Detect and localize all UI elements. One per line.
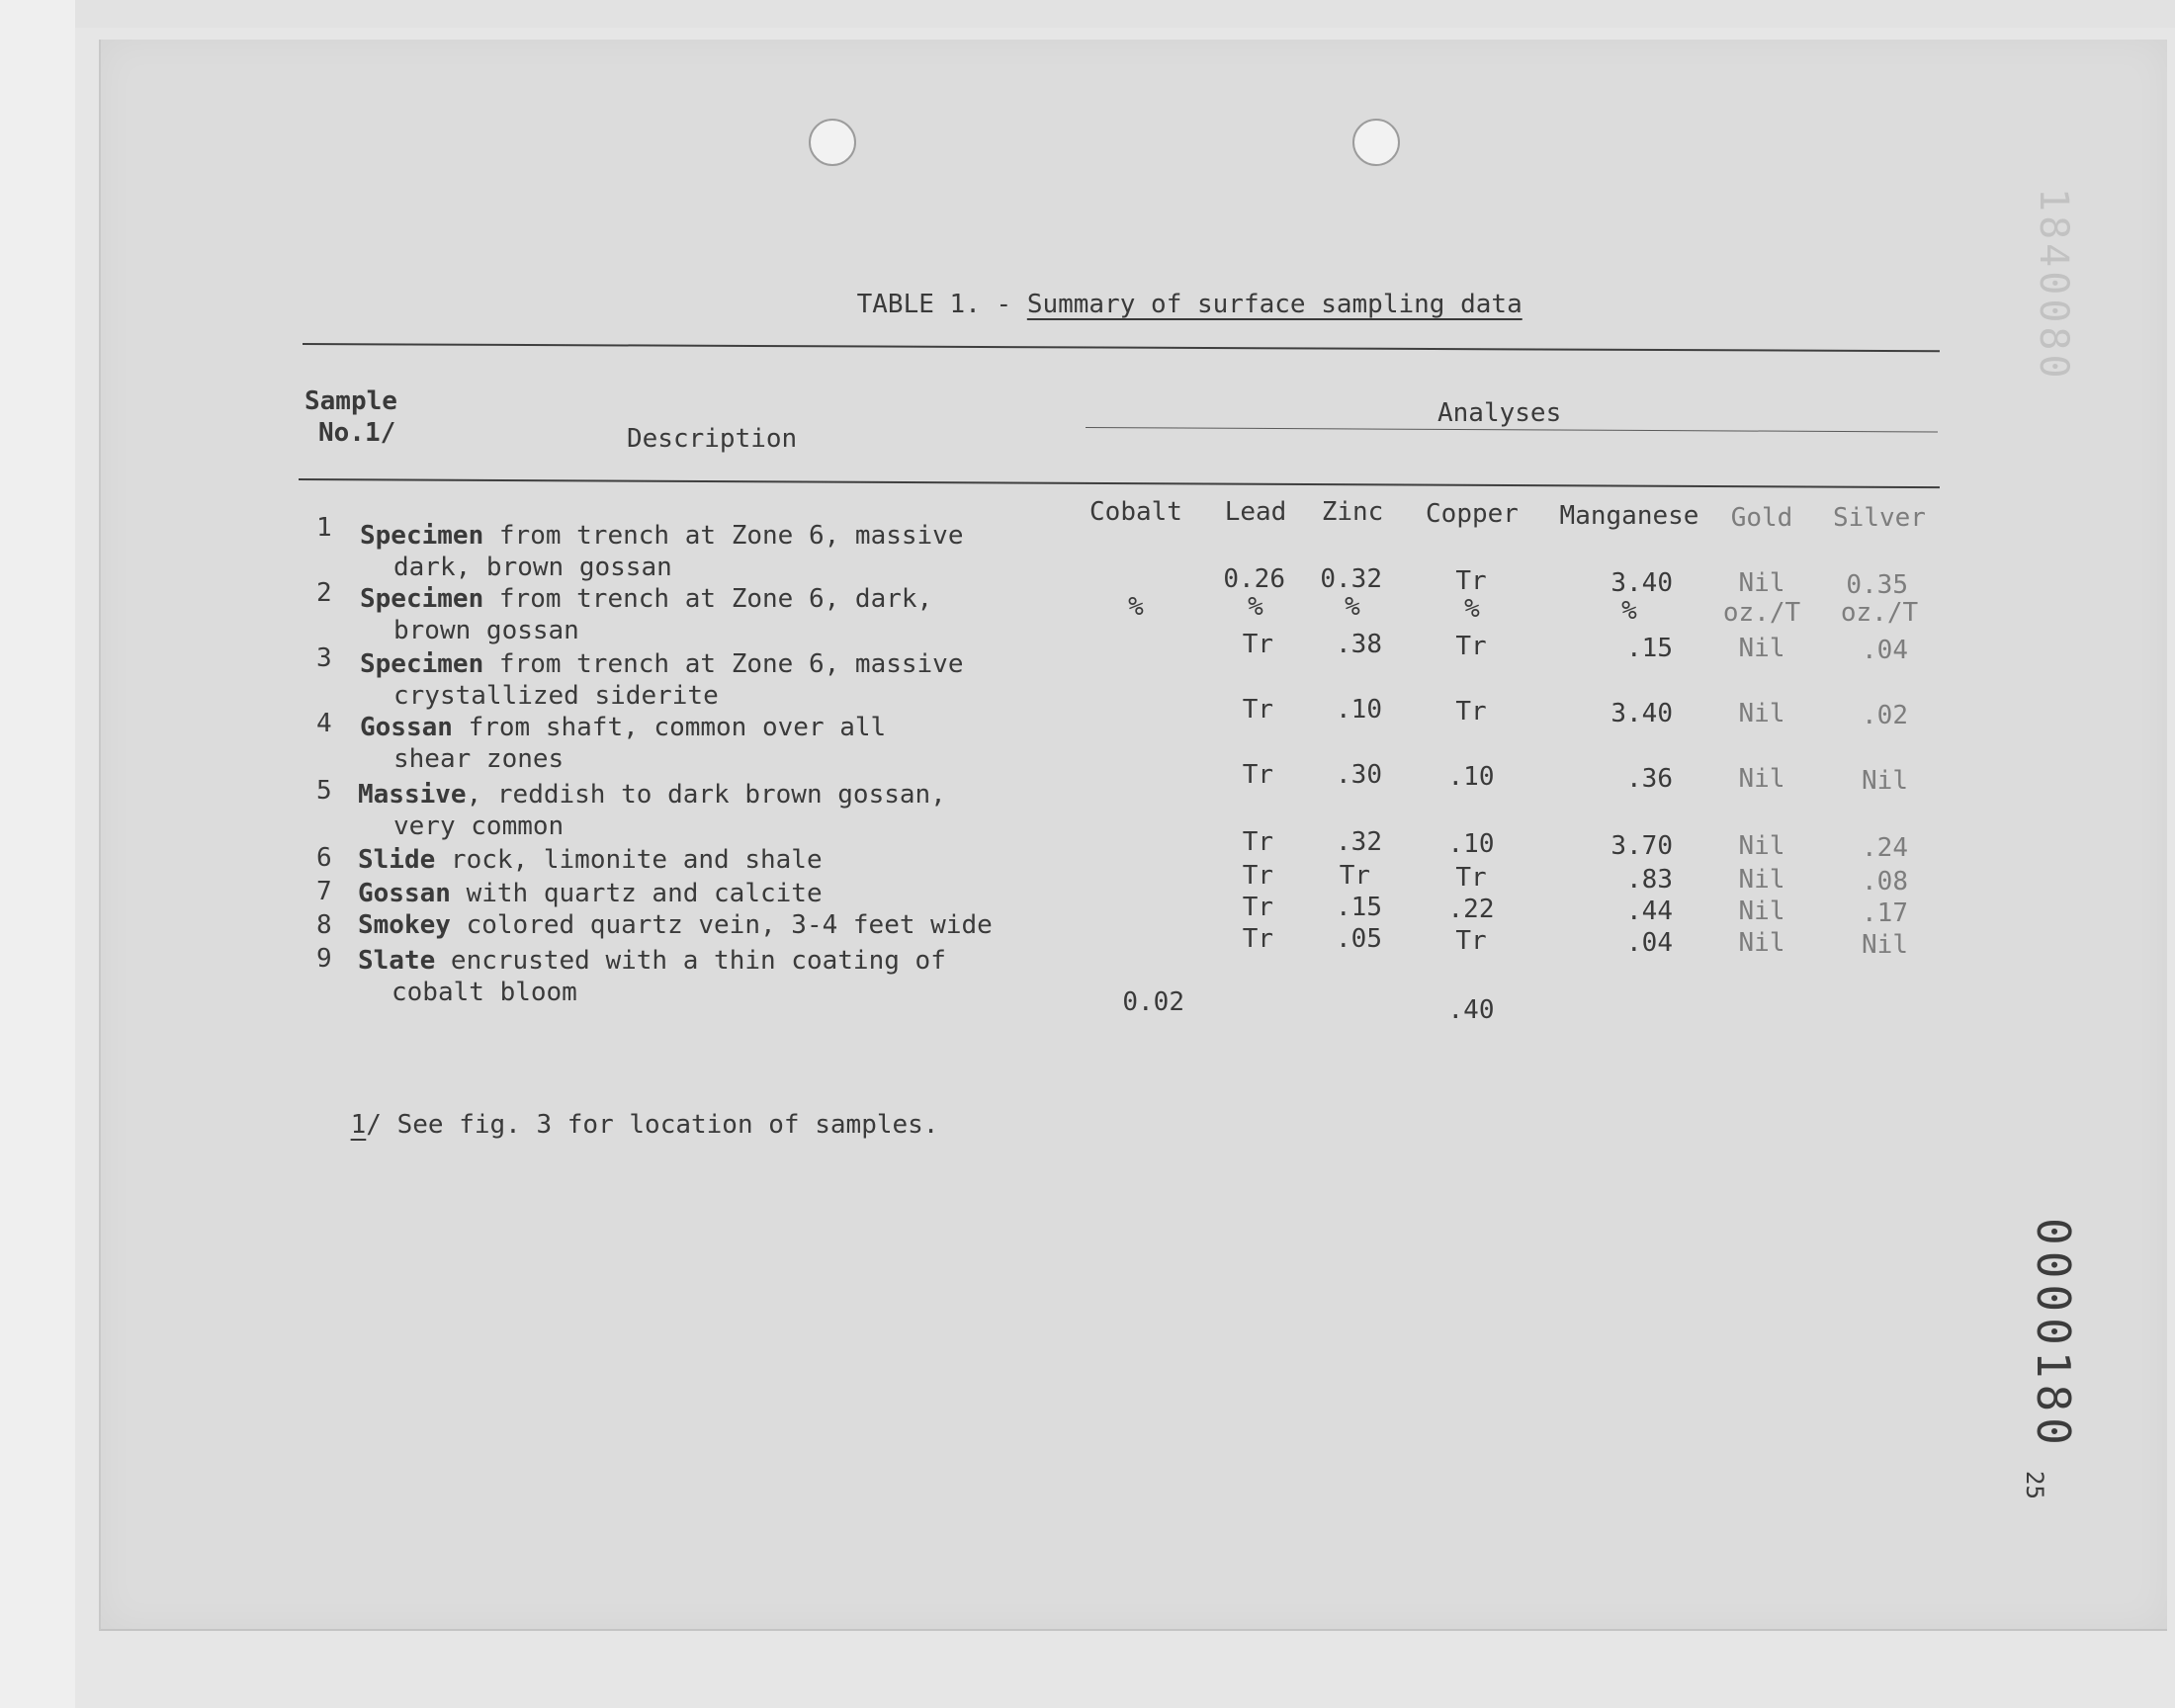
- col-zinc-unit: %: [1345, 592, 1360, 622]
- row-5-no: 5: [316, 776, 332, 806]
- row-1-desc-rest: from trench at Zone 6, massive: [483, 521, 964, 551]
- row-2-no: 2: [316, 578, 332, 608]
- margin-stamp-top: 1840080: [2031, 188, 2076, 383]
- row-8-copper: Tr: [1455, 926, 1487, 956]
- row-1-silver: 0.35: [1846, 570, 1908, 600]
- row-6-desc-rest: rock, limonite and shale: [435, 845, 823, 875]
- col-copper-unit: %: [1464, 594, 1480, 624]
- row-7-desc-lead: Gossan: [358, 879, 451, 908]
- row-3-desc: [360, 648, 964, 680]
- col-gold-unit: oz./T: [1722, 598, 1801, 628]
- header-analyses: Analyses: [1437, 398, 1562, 428]
- table-title-prefix: TABLE 1. -: [856, 290, 1027, 319]
- col-copper-name: Copper: [1426, 499, 1519, 529]
- row-6-lead: Tr: [1242, 861, 1273, 891]
- document-page: [99, 40, 2167, 1631]
- row-2-zinc: .38: [1336, 630, 1382, 659]
- footnote-text: / See fig. 3 for location of samples.: [366, 1110, 939, 1140]
- row-3-lead: Tr: [1242, 695, 1273, 725]
- row-1-desc-lead: Specimen: [360, 521, 484, 551]
- row-2-desc-line2: brown gossan: [393, 616, 579, 645]
- row-4-manganese: .36: [1626, 764, 1673, 794]
- row-3-no: 3: [316, 643, 332, 673]
- row-5-copper: .10: [1447, 829, 1495, 859]
- row-5-desc-lead: Massive: [358, 780, 467, 810]
- col-cobalt-unit: %: [1128, 592, 1144, 622]
- table-title: [795, 257, 1522, 352]
- row-3-copper: Tr: [1455, 697, 1487, 726]
- row-3-zinc: .10: [1336, 695, 1382, 725]
- row-6-zinc: Tr: [1339, 861, 1370, 891]
- row-1-gold: Nil: [1738, 568, 1785, 598]
- row-8-desc-lead: Smokey: [358, 910, 451, 940]
- row-2-desc: [360, 583, 932, 615]
- scan-border-left: [0, 0, 75, 1708]
- col-lead-name: Lead: [1224, 497, 1287, 527]
- header-description: Description: [627, 424, 798, 454]
- row-8-lead: Tr: [1242, 924, 1273, 954]
- row-2-desc-rest: from trench at Zone 6, dark,: [483, 584, 933, 614]
- row-4-copper: .10: [1447, 762, 1495, 792]
- table-title-text: Summary of surface sampling data: [1026, 290, 1522, 319]
- row-6-manganese: .83: [1626, 865, 1673, 895]
- col-cobalt-name: Cobalt: [1089, 497, 1182, 527]
- footnote-mark: 1: [350, 1110, 367, 1140]
- col-gold-name: Gold: [1730, 503, 1793, 533]
- row-9-copper: .40: [1447, 995, 1495, 1025]
- scan-border-top: [0, 0, 2175, 28]
- row-1-desc: [360, 520, 964, 552]
- row-1-no: 1: [316, 513, 332, 543]
- margin-stamp-bottom: 0000180: [2027, 1218, 2080, 1451]
- row-8-manganese: .04: [1626, 928, 1673, 958]
- row-2-manganese: .15: [1626, 634, 1673, 663]
- row-2-silver: .04: [1862, 636, 1908, 665]
- row-9-desc-lead: Slate: [358, 946, 436, 976]
- row-3-gold: Nil: [1738, 699, 1785, 728]
- row-5-desc-line2: very common: [393, 811, 565, 841]
- row-7-gold: Nil: [1738, 897, 1785, 926]
- row-3-desc-line2: crystallized siderite: [393, 681, 719, 711]
- row-1-desc-line2: dark, brown gossan: [393, 553, 672, 582]
- row-4-silver: Nil: [1862, 766, 1908, 796]
- row-5-zinc: .32: [1336, 827, 1382, 857]
- row-8-silver: Nil: [1862, 930, 1908, 960]
- row-2-desc-lead: Specimen: [360, 584, 484, 614]
- row-6-gold: Nil: [1738, 865, 1785, 895]
- row-7-silver: .17: [1862, 898, 1908, 928]
- row-4-gold: Nil: [1738, 764, 1785, 794]
- header-sample-label: Sample: [304, 386, 397, 416]
- row-6-copper: Tr: [1455, 863, 1487, 893]
- row-4-desc: [360, 712, 886, 743]
- page-number: 25: [2021, 1471, 2048, 1499]
- row-5-gold: Nil: [1738, 831, 1785, 861]
- row-5-lead: Tr: [1242, 827, 1273, 857]
- row-9-cobalt: 0.02: [1122, 987, 1184, 1017]
- row-5-manganese: 3.70: [1610, 831, 1673, 861]
- col-silver-name: Silver: [1833, 503, 1926, 533]
- row-3-desc-lead: Specimen: [360, 649, 484, 679]
- row-8-gold: Nil: [1738, 928, 1785, 958]
- row-7-desc: [358, 878, 823, 909]
- row-7-zinc: .15: [1336, 893, 1382, 922]
- row-9-desc-rest: encrusted with a thin coating of: [435, 946, 946, 976]
- row-3-desc-rest: from trench at Zone 6, massive: [483, 649, 964, 679]
- row-8-no: 8: [316, 910, 332, 940]
- col-zinc-name: Zinc: [1321, 497, 1384, 527]
- row-9-desc: [358, 945, 946, 977]
- punch-hole-right: [1352, 119, 1400, 166]
- row-1-manganese: 3.40: [1610, 568, 1673, 598]
- row-7-manganese: .44: [1626, 897, 1673, 926]
- row-4-zinc: .30: [1336, 760, 1382, 790]
- row-5-desc-rest: , reddish to dark brown gossan,: [466, 780, 946, 810]
- row-8-desc: [358, 909, 993, 941]
- row-7-copper: .22: [1447, 895, 1495, 924]
- row-5-desc: [358, 779, 946, 811]
- row-3-manganese: 3.40: [1610, 699, 1673, 728]
- row-2-gold: Nil: [1738, 634, 1785, 663]
- row-1-zinc: 0.32: [1320, 564, 1382, 594]
- row-4-desc-rest: from shaft, common over all: [452, 713, 887, 742]
- col-silver-unit: oz./T: [1840, 598, 1919, 628]
- row-6-desc-lead: Slide: [358, 845, 436, 875]
- row-4-no: 4: [316, 709, 332, 738]
- row-4-lead: Tr: [1242, 760, 1273, 790]
- row-9-no: 9: [316, 944, 332, 974]
- row-1-copper: Tr: [1455, 566, 1487, 596]
- row-6-silver: .08: [1862, 867, 1908, 897]
- row-9-desc-line2: cobalt bloom: [392, 978, 577, 1007]
- footnote: [289, 1077, 938, 1172]
- header-sample-no: No.1/: [318, 418, 396, 448]
- row-4-desc-lead: Gossan: [360, 713, 453, 742]
- row-8-zinc: .05: [1336, 924, 1382, 954]
- row-3-silver: .02: [1862, 701, 1908, 730]
- col-manganese-name: Manganese: [1559, 501, 1699, 531]
- row-8-desc-rest: colored quartz vein, 3-4 feet wide: [450, 910, 993, 940]
- row-2-lead: Tr: [1242, 630, 1273, 659]
- col-lead-unit: %: [1248, 592, 1263, 622]
- row-5-silver: .24: [1862, 833, 1908, 863]
- punch-hole-left: [809, 119, 856, 166]
- row-7-desc-rest: with quartz and calcite: [450, 879, 823, 908]
- row-2-copper: Tr: [1455, 632, 1487, 661]
- col-header-cobalt: [1082, 433, 1190, 686]
- row-7-no: 7: [316, 877, 332, 906]
- row-6-no: 6: [316, 843, 332, 873]
- row-6-desc: [358, 844, 823, 876]
- row-1-lead: 0.26: [1223, 564, 1285, 594]
- col-manganese-unit: %: [1621, 596, 1637, 626]
- row-7-lead: Tr: [1242, 893, 1273, 922]
- row-4-desc-line2: shear zones: [393, 744, 565, 774]
